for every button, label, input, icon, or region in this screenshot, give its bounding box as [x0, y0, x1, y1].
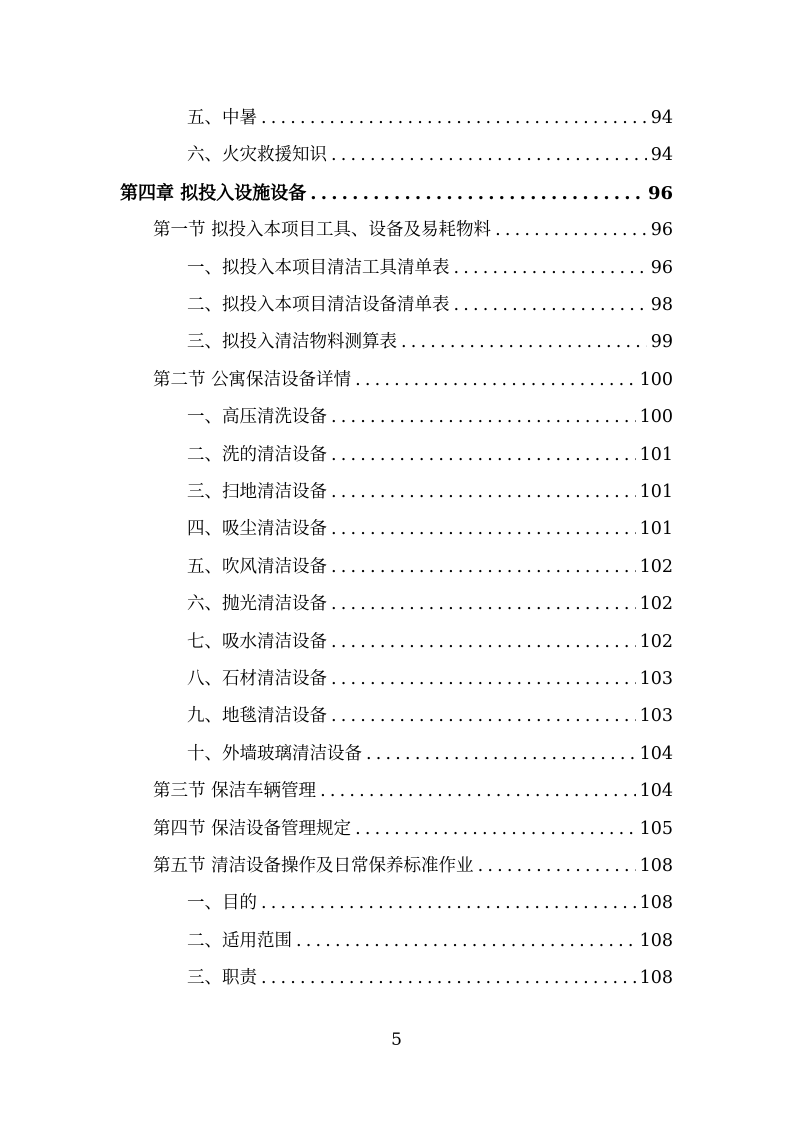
toc-entry[interactable]	[187, 624, 673, 661]
toc-entry-page: 104	[639, 781, 673, 802]
page-number: 5	[391, 1030, 402, 1050]
toc-dot-leader	[331, 437, 636, 474]
toc-entry-page: 108	[639, 930, 673, 951]
toc-dot-leader	[296, 923, 636, 960]
toc-entry-title: 一、高压清洗设备	[187, 407, 327, 428]
toc-entry-title: 九、地毯清洁设备	[187, 706, 327, 727]
toc-entry-title: 三、职责	[187, 968, 257, 989]
toc-entry[interactable]	[187, 324, 673, 361]
toc-entry-title: 第二节 公寓保洁设备详情	[153, 369, 352, 390]
toc-entry[interactable]	[153, 362, 673, 399]
toc-entry-title: 三、拟投入清洁物料测算表	[187, 332, 397, 353]
toc-entry-title: 第三节 保洁车辆管理	[153, 781, 317, 802]
toc-entry-page: 101	[639, 482, 673, 502]
toc-entry[interactable]	[120, 175, 673, 212]
toc-entry-title: 第五节 清洁设备操作及日常保养标准作业	[153, 856, 474, 876]
toc-entry-page: 103	[639, 669, 673, 689]
toc-entry[interactable]	[187, 698, 673, 735]
toc-dot-leader	[331, 399, 636, 436]
toc-entry-page: 102	[639, 556, 673, 577]
toc-entry-page: 101	[639, 519, 673, 540]
toc-entry[interactable]	[187, 661, 673, 698]
toc-entry[interactable]	[187, 923, 673, 960]
toc-entry-title: 五、中暑	[187, 108, 257, 128]
toc-entry-page: 94	[650, 145, 673, 166]
toc-dot-leader	[331, 698, 636, 735]
toc-entry-title: 第四章 拟投入设施设备	[120, 182, 307, 204]
toc-entry-title: 六、抛光清洁设备	[187, 594, 327, 615]
toc-dot-leader	[261, 100, 647, 137]
toc-entry[interactable]	[187, 885, 673, 922]
toc-entry[interactable]	[187, 287, 673, 324]
toc-entry[interactable]	[153, 848, 673, 885]
toc-entry-title: 四、吸尘清洁设备	[187, 519, 327, 540]
toc-entry-title: 五、吹风清洁设备	[187, 556, 327, 577]
toc-entry-title: 一、拟投入本项目清洁工具清单表	[187, 257, 450, 278]
toc-dot-leader	[261, 885, 636, 922]
toc-entry-page: 100	[639, 369, 673, 390]
toc-entry[interactable]	[187, 586, 673, 623]
toc-dot-leader	[355, 811, 636, 848]
toc-entry-title: 二、洗的清洁设备	[187, 444, 327, 465]
toc-entry-title: 第四节 保洁设备管理规定	[153, 818, 352, 839]
toc-entry-page: 108	[639, 893, 673, 914]
toc-entry-title: 六、火灾救援知识	[187, 145, 327, 166]
toc-entry-page: 108	[639, 856, 673, 876]
toc-entry-page: 96	[647, 182, 673, 204]
toc-entry[interactable]	[187, 137, 673, 174]
toc-entry-page: 102	[639, 631, 673, 652]
toc-dot-leader	[331, 511, 636, 548]
toc-entry-page: 102	[639, 594, 673, 615]
toc-dot-leader	[320, 773, 636, 810]
toc-entry-title: 三、扫地清洁设备	[187, 482, 327, 502]
toc-entry[interactable]	[187, 100, 673, 137]
toc-entry-page: 108	[639, 968, 673, 989]
toc-entry-page: 99	[650, 332, 673, 353]
toc-dot-leader	[401, 324, 647, 361]
toc-entry[interactable]	[153, 811, 673, 848]
toc-entry-page: 105	[639, 818, 673, 839]
toc-entry[interactable]	[187, 437, 673, 474]
toc-entry-title: 七、吸水清洁设备	[187, 631, 327, 652]
toc-dot-leader	[454, 250, 647, 287]
toc-dot-leader	[331, 137, 647, 174]
toc-dot-leader	[331, 624, 636, 661]
toc-dot-leader	[366, 736, 636, 773]
toc-entry[interactable]	[187, 250, 673, 287]
toc-entry-page: 104	[639, 743, 673, 764]
toc-entry[interactable]	[187, 511, 673, 548]
toc-dot-leader	[331, 586, 636, 623]
toc-entry-title: 第一节 拟投入本项目工具、设备及易耗物料	[153, 220, 492, 241]
toc-dot-leader	[478, 848, 636, 885]
toc-entry-title: 二、适用范围	[187, 930, 292, 951]
toc-entry[interactable]	[187, 960, 673, 997]
toc-dot-leader	[261, 960, 636, 997]
toc-entry[interactable]	[153, 773, 673, 810]
toc-dot-leader	[495, 212, 647, 249]
toc-entry[interactable]	[187, 549, 673, 586]
toc-entry-page: 96	[650, 220, 673, 241]
toc-entry-page: 94	[650, 108, 673, 128]
toc-dot-leader	[310, 175, 644, 212]
toc-entry-title: 十、外墙玻璃清洁设备	[187, 743, 362, 764]
toc-dot-leader	[454, 287, 647, 324]
toc-entry-page: 101	[639, 444, 673, 465]
toc-entry[interactable]	[187, 399, 673, 436]
toc-entry-title: 二、拟投入本项目清洁设备清单表	[187, 295, 450, 315]
toc-entry[interactable]	[153, 212, 673, 249]
toc-entry[interactable]	[187, 474, 673, 511]
toc-entry-title: 一、目的	[187, 893, 257, 914]
toc-entry-title: 八、石材清洁设备	[187, 669, 327, 689]
toc-dot-leader	[331, 474, 636, 511]
toc-dot-leader	[331, 661, 636, 698]
toc-dot-leader	[331, 549, 636, 586]
toc-entry-page: 98	[650, 295, 673, 315]
toc-dot-leader	[355, 362, 636, 399]
toc-entry-page: 103	[639, 706, 673, 727]
toc-entry[interactable]	[187, 736, 673, 773]
toc-entry-page: 100	[639, 407, 673, 428]
toc-entry-page: 96	[650, 257, 673, 278]
